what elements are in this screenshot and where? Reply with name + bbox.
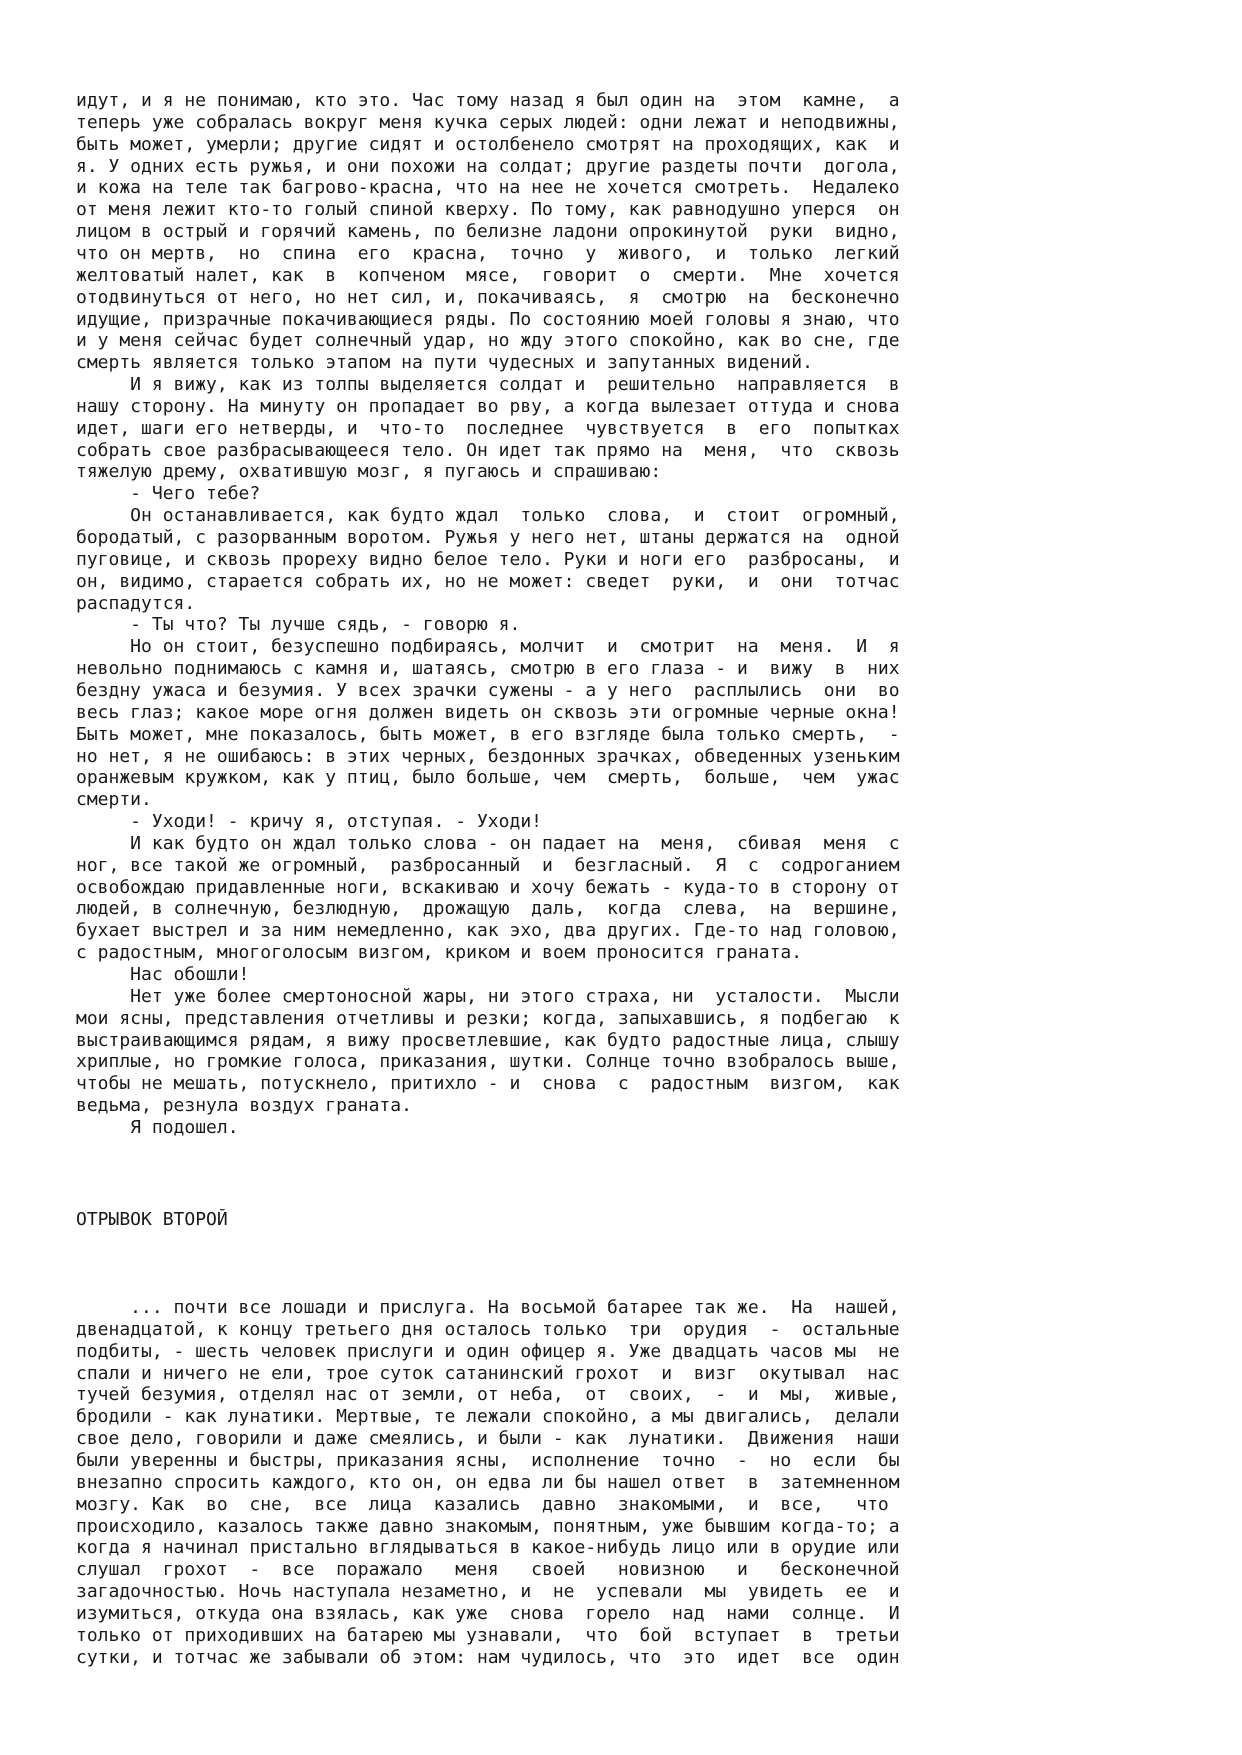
text-line: - Ты что? Ты лучше сядь, - говорю я.: [76, 614, 521, 636]
text-line: людей, в солнечную, безлюдную, дрожащую даль, когда слева, на вершине,: [76, 898, 900, 920]
text-line: когда я начинал пристально вглядываться в какое-нибудь лицо или в орудие или: [76, 1537, 900, 1559]
text-line: ведьма, резнула воздух граната.: [76, 1095, 412, 1117]
text-line: Быть может, мне показалось, быть может, в его взгляде была только смерть, -: [76, 723, 900, 745]
text-line: и у меня сейчас будет солнечный удар, но жду этого спокойно, как во сне, где: [76, 330, 900, 352]
text-line: весь глаз; какое море огня должен видеть он сквозь эти огромные черные окна!: [76, 701, 900, 723]
text-line: бухает выстрел и за ним немедленно, как эхо, два других. Где-то над головою,: [76, 920, 900, 942]
text-line: невольно поднимаюсь с камня и, шатаясь, смотрю в его глаза - и вижу в них: [76, 658, 900, 680]
text-line: распадутся.: [76, 592, 196, 614]
text-line: - Уходи! - кричу я, отступая. - Уходи!: [76, 811, 542, 833]
text-line: тяжелую дрему, охватившую мозг, я пугаюсь и спрашиваю:: [76, 461, 662, 483]
text-line: пуговице, и сквозь прореху видно белое тело. Руки и ноги его разбросаны, и: [76, 548, 900, 570]
text-line: выстраивающимся рядам, я вижу просветлевшие, как будто радостные лица, слышу: [76, 1029, 900, 1051]
text-line: бородатый, с разорванным воротом. Ружья у него нет, штаны держатся на одной: [76, 527, 900, 548]
text-line: что он мертв, но спина его красна, точно у живого, и только легкий: [76, 242, 900, 264]
text-line: оранжевым кружком, как у птиц, было больше, чем смерть, больше, чем ужас: [76, 767, 900, 789]
text-line: сутки, и тотчас же забывали об этом: нам чудилось, что это идет все один: [76, 1646, 900, 1668]
text-line: идут, и я не понимаю, кто это. Час тому назад я был один на этом камне, а: [76, 90, 900, 111]
text-line: идущие, призрачные покачивающиеся ряды. По состоянию моей головы я знаю, что: [76, 308, 900, 330]
text-line: освобождаю придавленные ноги, вскакиваю и хочу бежать - куда-то в сторону от: [76, 876, 900, 898]
text-line: спали и ничего не ели, трое суток сатанинский грохот и визг окутывал нас: [76, 1362, 900, 1384]
text-line: тучей безумия, отделял нас от земли, от неба, от своих, - и мы, живые,: [76, 1384, 900, 1406]
text-line: бродили - как лунатики. Мертвые, те лежали спокойно, а мы двигались, делали: [76, 1406, 900, 1428]
text-line: загадочностью. Ночь наступала незаметно, и не успевали мы увидеть ее и: [76, 1581, 900, 1603]
text-line: И как будто он ждал только слова - он падает на меня, сбивая меня с: [76, 832, 900, 854]
text-line: хриплые, но громкие голоса, приказания, шутки. Солнце точно взобралось выше,: [76, 1051, 900, 1073]
text-line: желтоватый налет, как в копченом мясе, говорит о смерти. Мне хочется: [76, 264, 900, 286]
text-line: идет, шаги его нетверды, и что-то последнее чувствуется в его попытках: [76, 417, 900, 439]
text-line: смерти.: [76, 789, 152, 811]
text-line: отодвинуться от него, но нет сил, и, покачиваясь, я смотрю на бесконечно: [76, 286, 900, 308]
text-line: от меня лежит кто-то голый спиной кверху. По тому, как равнодушно уперся он: [76, 199, 900, 221]
text-line: происходило, казалось также давно знакомым, понятным, уже бывшим когда-то; а: [76, 1515, 900, 1537]
text-line: бездну ужаса и безумия. У всех зрачки сужены - а у него расплылись они во: [76, 679, 900, 701]
text-line: нашу сторону. На минуту он пропадает во рву, а когда вылезает оттуда и снова: [76, 395, 900, 417]
text-line: Но он стоит, безуспешно подбираясь, молчит и смотрит на меня. И я: [76, 636, 900, 658]
text-line: он, видимо, старается собрать их, но не может: сведет руки, и они тотчас: [76, 570, 900, 592]
text-line: теперь уже собралась вокруг меня кучка серых людей: одни лежат и неподвижны,: [76, 111, 900, 133]
text-line: и кожа на теле так багрово-красна, что на нее не хочется смотреть. Недалеко: [76, 177, 900, 199]
text-line: Я подошел.: [76, 1116, 239, 1138]
text-line: мозгу. Как во сне, все лица казались давно знакомыми, и все, что: [76, 1493, 889, 1515]
text-line: подбиты, - шесть человек прислуги и один офицер я. Уже двадцать часов мы не: [76, 1340, 900, 1362]
text-line: слушал грохот - все поражало меня своей новизною и бесконечной: [76, 1559, 900, 1581]
text-line: с радостным, многоголосым визгом, криком и воем проносится граната.: [76, 942, 803, 964]
text-line: изумиться, откуда она взялась, как уже снова горело над нами солнце. И: [76, 1602, 900, 1624]
text-line: двенадцатой, к концу третьего дня осталось только три орудия - остальные: [76, 1318, 900, 1340]
text-line: - Чего тебе?: [76, 483, 261, 505]
text-line: ... почти все лошади и прислуга. На восьмой батарее так же. На нашей,: [76, 1297, 900, 1318]
text-line: но нет, я не ошибаюсь: в этих черных, бездонных зрачках, обведенных узеньким: [76, 745, 900, 767]
text-line: свое дело, говорили и даже смеялись, и были - как лунатики. Движения наши: [76, 1428, 900, 1450]
text-line: только от приходивших на батарею мы узнавали, что бой вступает в третьи: [76, 1624, 900, 1646]
text-line: ног, все такой же огромный, разбросанный и безгласный. Я с содроганием: [76, 854, 900, 876]
text-line: чтобы не мешать, потускнело, притихло - и снова с радостным визгом, как: [76, 1073, 900, 1095]
section-heading: ОТРЫВОК ВТОРОЙ: [76, 1209, 228, 1230]
text-line: И я вижу, как из толпы выделяется солдат и решительно направляется в: [76, 374, 900, 396]
text-line: внезапно спросить каждого, кто он, он едва ли бы нашел ответ в затемненном: [76, 1471, 900, 1493]
text-line: я. У одних есть ружья, и они похожи на солдат; другие раздеты почти догола,: [76, 155, 900, 177]
text-line: смерть является только этапом на пути чудесных и запутанных видений.: [76, 352, 813, 374]
text-line: мои ясны, представления отчетливы и резки; когда, запыхавшись, я подбегаю к: [76, 1007, 900, 1029]
text-line: собрать свое разбрасывающееся тело. Он идет так прямо на меня, что сквозь: [76, 439, 900, 461]
text-line: Нет уже более смертоносной жары, ни этого страха, ни усталости. Мысли: [76, 985, 900, 1007]
text-line: Он останавливается, как будто ждал только слова, и стоит огромный,: [76, 505, 900, 527]
text-line: Нас обошли!: [76, 964, 250, 985]
text-line: лицом в острый и горячий камень, по белизне ладони опрокинутой руки видно,: [76, 221, 900, 243]
text-line: быть может, умерли; другие сидят и остолбенело смотрят на проходящих, как и: [76, 133, 900, 155]
text-line: были уверенны и быстры, приказания ясны, исполнение точно - но если бы: [76, 1449, 900, 1471]
